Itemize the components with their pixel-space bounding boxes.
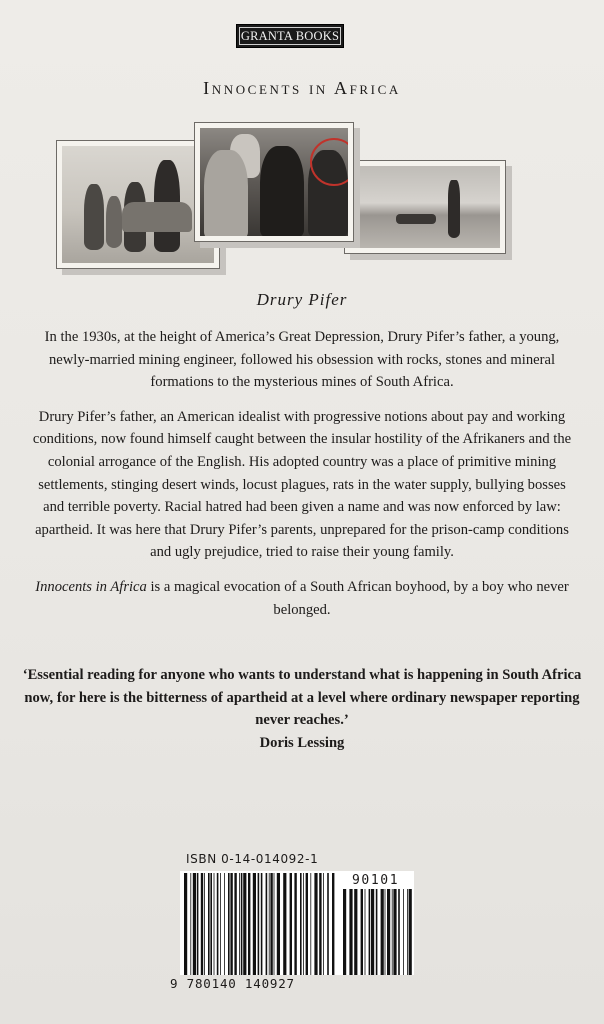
description (28, 326, 576, 633)
review-quote (20, 664, 584, 754)
barcode-addon-bars (343, 889, 413, 975)
book-title: Innocents in Africa (203, 78, 401, 98)
quote-text: ‘Essential reading for anyone who wants to understand what is happening in South Africa now, for here is the bitterness of apartheid at a level where ordinary newspaper reporting never reaches.’ (22, 667, 582, 729)
photo-family-portrait (194, 122, 354, 242)
blurb-title: Innocents in Africa (35, 578, 147, 595)
barcode-main-bars (184, 873, 336, 975)
publisher-logo: GRANTA BOOKS (236, 24, 344, 48)
blurb-text: is a magical evocation of a South African boyhood, by a boy who never belonged. (146, 578, 569, 618)
author-name: Drury Pifer (256, 290, 348, 309)
paragraph-2: Drury Pifer’s father, an American idealist with progressive notions about pay and working conditions, now found himself caught between the insular hostility of the Afrikaners and the colonial arrogance of the English. His adopted country was a place of primitive mining settlements, stinging desert winds, locust plagues, rats in the water supply, bullying bosses and terrible poverty. Racial hatred had been given a name and was now enforced by law: apartheid. It was here that Drury Pifer’s parents, unprepared for the prison-camp conditions and ugly prejudice, tried to raise their young family. (32, 408, 572, 561)
paragraph-1: In the 1930s, at the height of America’s Great Depression, Drury Pifer’s father, a young, newly-married mining engineer, followed his obsession with rocks, stones and mineral formations to the mysterious mines of South Africa. (44, 329, 560, 391)
barcode-addon-number: 90101 (352, 873, 400, 888)
photo-family-portrait-image (200, 128, 348, 236)
photo-lake-scene (344, 160, 506, 254)
blurb (28, 576, 576, 621)
barcode-number: 9 780140 140927 (170, 976, 295, 991)
isbn-label: ISBN 0-14-014092-1 (186, 852, 319, 866)
photo-family-group-image (62, 146, 214, 263)
quote-attribution: Doris Lessing (259, 734, 345, 751)
photo-lake-scene-image (350, 166, 500, 248)
